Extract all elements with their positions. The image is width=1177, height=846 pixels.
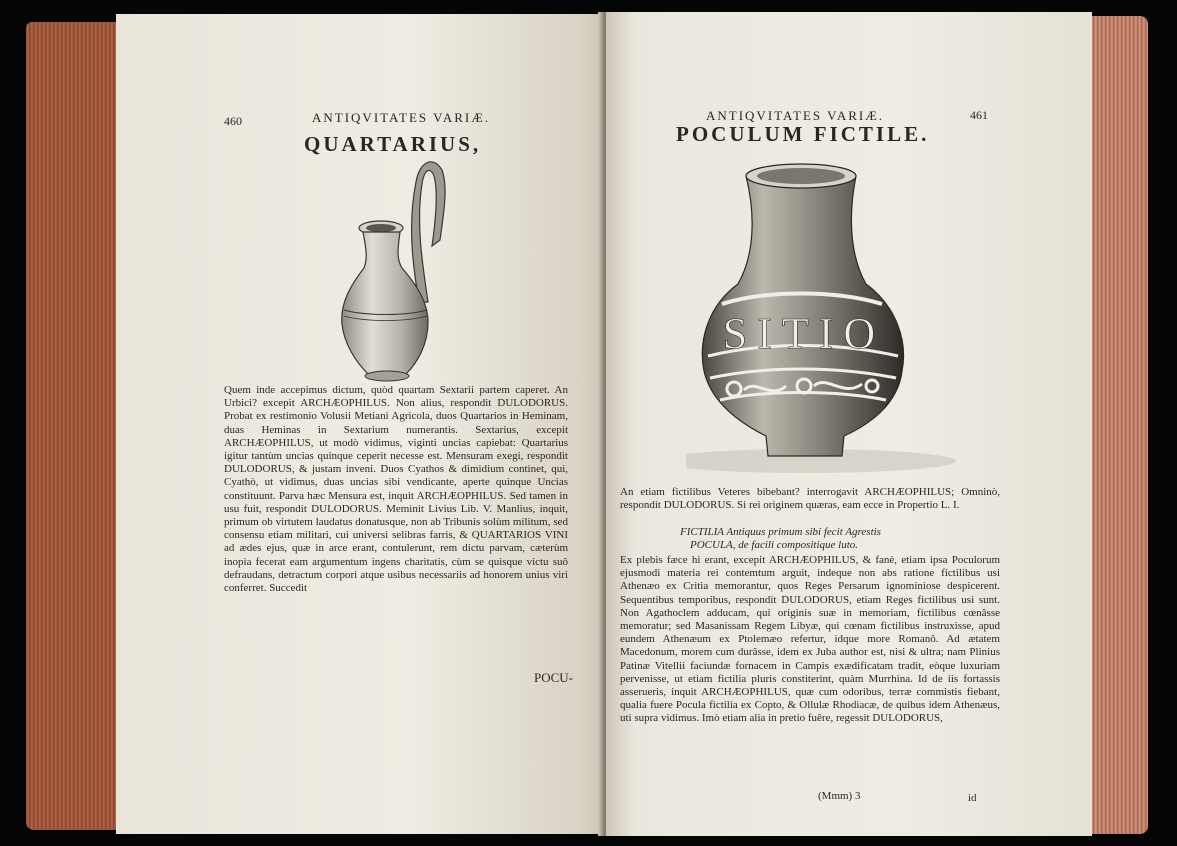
left-catchword: POCU- <box>534 670 574 685</box>
right-running-head: ANTIQVITATES VARIÆ. <box>706 108 885 123</box>
right-page-number: 461 <box>970 108 988 122</box>
right-verse-2: POCULA, de facili compositique luto. <box>690 539 859 551</box>
right-signature: (Mmm) 3 <box>818 790 861 802</box>
right-paragraph-2: Ex plebis fæce hi erant, excepit ARCHÆOPHILUS, & fanè, etiam ipsa Poculorum ejusmodi materia rei contemtum arguit, indeque non abs ratione fictilibus usi Athenæo ex Critia memorantur, quos Reges Persarum ignominiose despicerent. Sequentibus temporibus, respondit DULODORUS, etiam Reges fictilibus usi sunt. Non Agathoclem adducam, qui originis suæ in memoriam, fictilibus cœnâsse memoratur; sed Masanissam Regem Libyæ, qui cœnam fictilibus instruxisse, apud eundem Athenæum ex Ptolemæo refertur, idque more Romanô. Ad ætatem Macedonum, morem cum durâsse, idem ex Juba author est, nisi & ultra; nam Plinius Patinæ Vitellii faciundæ fornacem in Campis exædificatam tradit, eòque luxuriam pervenisse, ut etiam fictilia pluris constiterint, quàm Murrhina. Id de iis fortassis asserueris, inquit ARCHÆOPHILUS, quæ cum odoribus, terræ commistis fiebant, qualia fuere Pocula fictilia ex Copto, & Ollulæ Rhodiacæ, de quibus idem Athenæus, uti supra vidimus. Imò etiam alia in pretio fuêre, regessit DULODORUS, <box>620 554 1000 725</box>
left-body-text <box>224 384 568 595</box>
book-edge-left <box>26 22 122 830</box>
right-verse-1: FICTILIA Antiquus primum sibi fecit Agrestis <box>680 526 881 538</box>
right-page <box>606 12 1092 836</box>
left-running-head: ANTIQVITATES VARIÆ. <box>312 110 491 125</box>
vase-inscription: SITIO <box>722 309 886 358</box>
left-page-number: 460 <box>224 114 242 128</box>
poculum-fictile-illustration <box>686 156 976 486</box>
right-catchword: id <box>968 792 977 804</box>
quartarius-jug-illustration <box>316 152 496 392</box>
right-body-text <box>620 554 1000 726</box>
right-title: POCULUM FICTILE. <box>676 122 930 146</box>
right-paragraph-1: An etiam fictilibus Veteres bibebant? interrogavit ARCHÆOPHILUS; Omninò, respondit DULODORUS. Si rei originem quæras, eam ecce in Propertio L. I. <box>620 486 1000 512</box>
left-paragraph: Quem inde accepimus dictum, quòd quartam Sextarii partem caperet. An Urbici? excepit ARCHÆOPHILUS. Non alius, respondit DULODORUS. Probat ex restimonio Volusii Metiani Agricola, duos Quartarios in Heminam, duas Heminas in Sextarium numerantis. Sextarius, excepit ARCHÆOPHILUS, ut modò vidimus, viginti uncias capiebat: Quartarius igitur tantùm uncias quinque ceperit necesse est. Mensuram exegi, respondit DULODORUS, & justam inveni. Duos Cyathos & dimidium continet, qui, Cyathò, ut vidimus, duas uncias sibi vendicante, aperte quinque Uncias constituunt. Parva hæc Mensura est, inquit ARCHÆOPHILUS. Sed tamen in usu fuit, respondit DULODORUS. Meminit Livius Lib. V. Manlius, inquit, primum ob virtutem laudatus donatusque, non ab Tribunis solùm militum, sed consensu etiam militari, cui universi selibras farris, & QUARTARIOS VINI ad ædes ejus, quæ in arce erant, contulerunt, rem dictu parvam, cæterùm inopia fecerat eam argumentum ingens charitatis, cùm se quisque victu suô defraudans, detractum corpori atque usibus necessariis ad honorem unius viri conferret. Succedit <box>224 384 568 595</box>
right-body-intro <box>620 486 1000 512</box>
left-title: QUARTARIUS, <box>304 132 482 156</box>
left-page <box>116 14 606 834</box>
book-edge-right <box>1090 16 1148 834</box>
